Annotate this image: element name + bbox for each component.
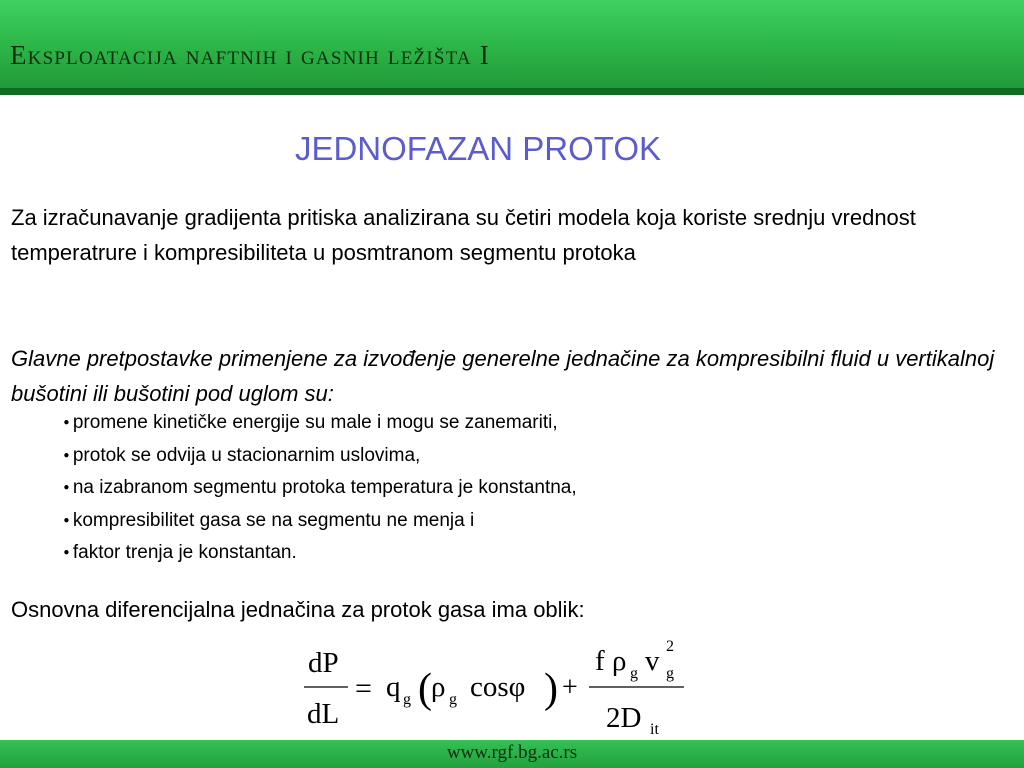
rho2-symbol: ρ: [612, 645, 627, 677]
intro-paragraph: Za izračunavanje gradijenta pritiska analizirana su četiri modela koja koriste srednju vrednost temperatrure i kompresibiliteta u posmtranom segmentu protoka: [11, 205, 916, 265]
v-symbol: v: [645, 645, 660, 677]
v-superscript: 2: [666, 638, 674, 655]
list-item: [62, 440, 577, 473]
footer-url: www.rgf.bg.ac.rs: [446, 742, 578, 763]
list-item-text: promene kinetičke energije su male i mogu se zanemariti,: [72, 412, 558, 433]
list-item-text: protok se odvija u stacionarnim uslovima,: [72, 444, 421, 466]
rho-symbol: ρ: [431, 671, 446, 703]
list-item-text: kompresibilitet gasa se na segmentu ne menja i: [72, 509, 475, 531]
f-symbol: f: [595, 645, 605, 677]
bullet-icon: •: [62, 446, 71, 465]
rhs-denominator: 2D: [606, 702, 642, 734]
q-subscript: g: [403, 691, 411, 708]
bullet-icon: •: [62, 544, 71, 562]
bullet-icon: •: [62, 479, 71, 497]
list-item-text: na izabranom segmentu protoka temperatura je konstantna,: [72, 477, 577, 498]
gas-flow-equation: [300, 632, 700, 742]
plus-sign: +: [562, 672, 578, 703]
rho-subscript: g: [449, 691, 457, 708]
v-subscript: g: [666, 665, 674, 682]
bullet-icon: •: [62, 414, 71, 432]
lhs-denominator: dL: [307, 698, 340, 730]
cos-term: cosφ: [470, 671, 526, 703]
list-item-text: faktor trenja je konstantan.: [72, 542, 297, 563]
paren-open: (: [418, 666, 432, 712]
list-item: [62, 472, 577, 505]
slide-title: JEDNOFAZAN PROTOK: [294, 130, 662, 167]
equation-intro: Osnovna diferencijalna jednačina za protok gasa ima oblik:: [11, 597, 585, 622]
rhs-denominator-subscript: it: [650, 721, 659, 738]
list-item: [62, 407, 577, 440]
course-title: Eksploatacija naftnih i gasnih ležišta I: [10, 40, 490, 70]
bullet-icon: •: [62, 511, 71, 530]
assumptions-heading: Glavne pretpostavke primenjene za izvođenje generelne jednačine za kompresibilni fluid u vertikalnoj bušotini ili bušotini pod uglom su:: [11, 346, 995, 406]
header-divider: [0, 88, 1024, 95]
equals-sign: =: [355, 672, 372, 705]
assumptions-list: [62, 407, 577, 570]
paren-close: ): [544, 666, 558, 712]
rho2-subscript: g: [630, 665, 638, 682]
lhs-numerator: dP: [308, 647, 339, 679]
list-item: [62, 537, 577, 570]
list-item: [62, 505, 577, 538]
q-symbol: q: [386, 671, 401, 703]
